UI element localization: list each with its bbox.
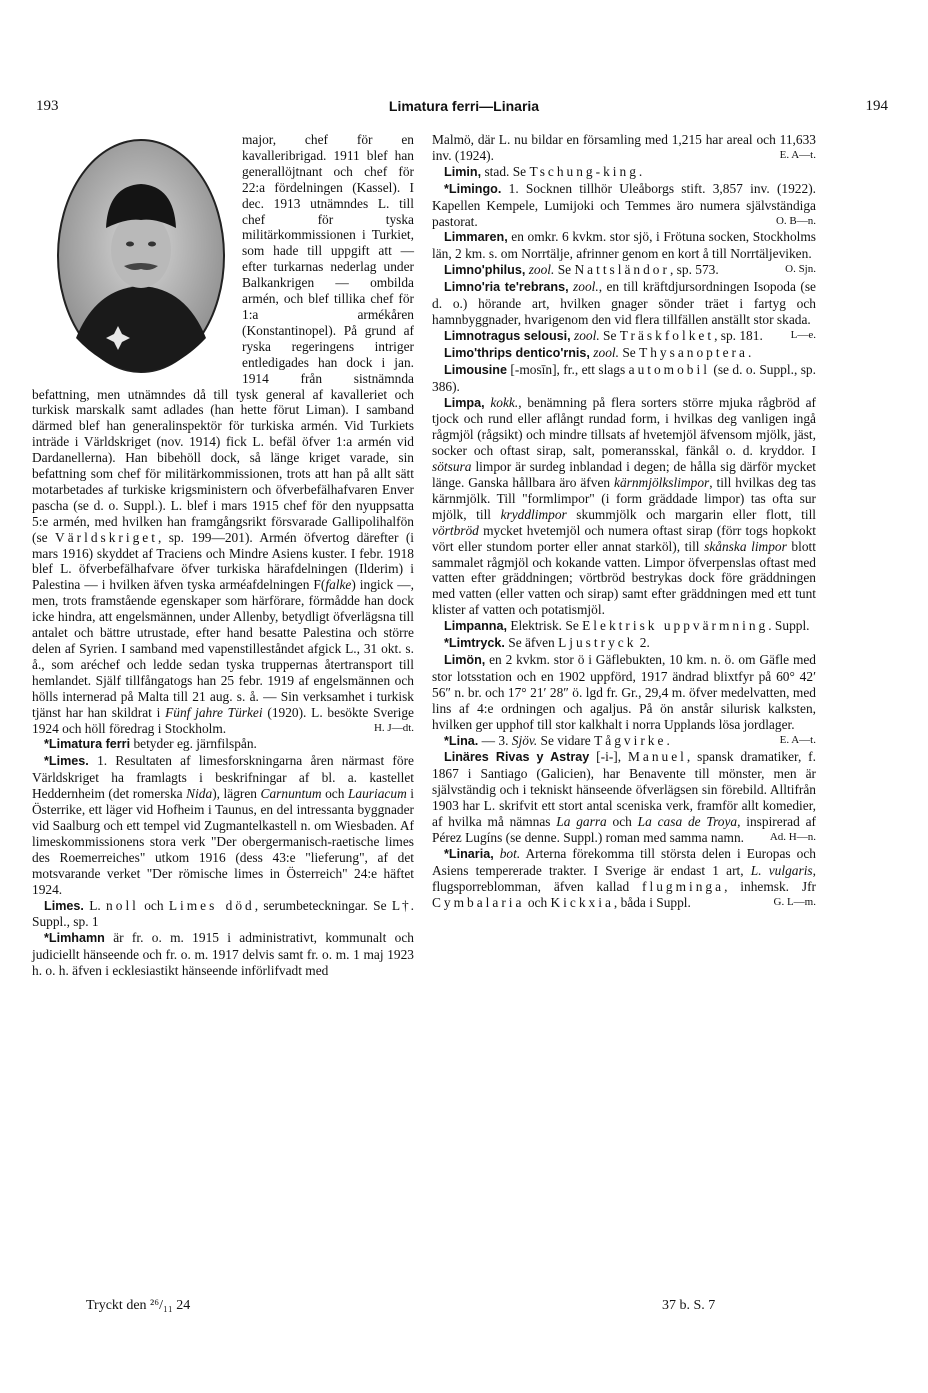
page-number-left: 193 (36, 98, 59, 114)
entry-linaria: *Linaria, bot. Arterna förekomma till största delen i Europas och Asiens tempererade trakter. I Sverige är endast 1 art, L. vulgaris, flugsporreblomman, äfven kallad flugminga, inhemsk. Jfr Cymbalaria och Kickxia, båda i Suppl. G. L—m. (432, 845, 816, 910)
signature-mark: 37 b. S. 7 (662, 1298, 716, 1313)
entry-limnophilus: Limno'philus, zool. Se Nattsländor, sp. 573. (444, 262, 719, 278)
entry-limpanna: Limpanna, Elektrisk. Se Elektrisk uppvärmning. Suppl. (444, 618, 810, 634)
page-title: Limatura ferri—Linaria (388, 98, 540, 114)
entry-limingo: *Limingo. 1. Socknen tillhör Uleåborgs stift. 3,857 inv. (1922). Kapellen Kempele, Lumijoki och Temmes äro numera självständiga pastorat. O. B—n. (432, 180, 816, 229)
entry-liman-continued: major, chef för en kavalleribrigad. 1911 blef han generallöjtnant och chef för 22:a fördelningen (Kassel). I dec. 1913 utnämndes L. till chef för tyska militärkommissionen i Turkiet, som hade till uppgift att — efter turkarnas nederlag under Balkankrigen — ombilda armén, och blef tillika chef för 1:a armékåren (Konstantinopel). På grund af ryska regeringens intriger entledigades han dock i jan. 1914 från sistnämnda befattning, men utnämndes då till tysk general af kavalleriet och turkisk marskalk samt adlades (han hette förut Liman). I samband därmed blef han generalinspektör för turkiska armén. Vid Turkiets inträde i Världskriget (nov. 1914) fick L. befäl öfver 1:a armén vid Dardanellerna). Han bibehöll dock, så länge kriget varade, sin befattning som chef för militärkommissionen, trots att han på allt sätt motarbetades af turkiske krigsministern och öfverbefälhafvaren Enver pascha (se d. o. Suppl.). L. blef i mars 1915 chef för den nyuppsatta 5:e armén, med hvilken han framgångsrikt försvarade Gallipolihalfön (se Världskriget, sp. 199—201). Armén öfvertog därefter (i mars 1916) skyddet af Traciens och Mindre Asiens kuster. I febr. 1918 blef L. öfverbefälhafvare öfver turkiska härafdelningen (Ilderim) i Palestina — i hvilken äfven tyska arméafdelningen F(falke) ingick —, men, trots framstående egenskaper som härförare, förmådde han dock icke hindra, att engelsmännen, under Allenby, betydligt öfverlägsna till antalet och bättre utrustade, efter hand besatte Palestina och större delen af Syrien. I samband med vapenstilleståndet afgick L., 31 okt. s. å., som aréchef och ledde sedan tyska truppernas återtransport till hemlandet. Själf tillfångatogs han 25 febr. 1919 af engelsmännen och hölls internerad på Malta till 21 aug. s. å. — Sin verksamhet i turkisk tjänst har han skildrat i Fünf jahre Türkei (1920). L. besökte Sverige 1924 och höll föredrag i Stockholm. H. J—dt. (32, 132, 414, 736)
entry-limes-2: Limes. L. noll och Limes död, serumbeteckningar. Se L†. Suppl., sp. 1 (32, 897, 414, 930)
entry-limin: Limin, stad. Se Tschung-king. (444, 163, 643, 179)
entry-linares-rivas: Linäres Rivas y Astray [-i-], Manuel, spansk dramatiker, f. 1867 i Santiago (Galicien), har Benavente till mönster, men är självständig och i tekniskt hänseende öfverlägsen sin förebild. Alltifrån 1903 har L. skrifvit ett stort antal sceniska verk, framför allt komedier, af hvilka må nämnas La garra och La casa de Troya, inspirerad af Pérez Lugíns (se denne. Suppl.) roman med samma namn. Ad. H—n. (432, 749, 816, 845)
entry-limnoria: Limno'ria te'rebrans, zool., en till kräftdjursordningen Isopoda (se d. o.) hörande art, hvilken gnager sönder träet i fartyg och hamnbyggnader, hvarigenom den vid flera tillfällen anställt stor skada. L—e. (432, 279, 816, 341)
portrait-image (52, 136, 230, 376)
entry-limon: Limön, en 2 kvkm. stor ö i Gäflebukten, 10 km. n. ö. om Gäfle med stor lotsstation och en 1902 uppförd, 1917 ändrad blixtfyr på 60° 42′ 56″ n. br. och 17° 21′ 28″ ö. lgd fr. Gr., 29,4 m. öfver medelvatten, med lins af 4:e ordningen och agaljus. På ön anstår silurisk kalksten, hvilken ger upphof till stor kalkhalt i norra Upplands lösa jordlager. E. A—t. (432, 652, 816, 746)
right-column (432, 132, 816, 911)
entry-limtryck: *Limtryck. Se äfven Ljustryck 2. (444, 635, 650, 651)
print-date: Tryckt den ²⁶/₁₁ 24 (86, 1298, 191, 1313)
page-number-right: 194 (865, 98, 888, 114)
entry-limatura-ferri: *Limatura ferri betyder eg. järnfilspån. (44, 736, 257, 752)
entry-limmaren: Limmaren, en omkr. 6 kvkm. stor sjö, i Frötuna socken, Stockholms län, 2 km. s. om Norrtälje, afrinner genom en kort å till Norrtäljeviken. O. Sjn. (432, 229, 816, 276)
entry-limothrips: Limo'thrips dentico'rnis, zool. Se Thysanoptera. (444, 344, 752, 360)
entry-limpa: Limpa, kokk., benämning på flera sorters större mjuka rågbröd af tjock och rund eller aflångt rundad form, i hvilkas deg vanligen ingå rågmjöl (rågsikt) och mindre tillsats af hvetemjöl äfvensom mjölk, jäst, socker och oftast sirap, salt, pomeransskal, fänkål o. d. kryddor. I sötsura limpor är surdeg inblandad i degen; de hålla sig därför mycket länge. Ganska hållbara äro äfven kärnmjölkslimpor, till hvilkas deg tas kärnmjölk. Till "formlimpor" (i form gräddade limpor) tas ofta sur mjölk, till kryddlimpor skummjölk och margarin eller flott, till vörtbröd mycket hvetemjöl och numera oftast sirap (förr togs hopkokt vört eller stundom porter eller annat starköl), till skånska limpor blott sammalet rågmjöl och kokande vatten. Limpor öfverpenslas oftast med vatten efter gräddningen; vörtbröd bestrykas dock före gräddningen med vatten (eller vatten och sirap) samt efter gräddningen med ett tunt klister af vatten och potatismjöl. (432, 394, 817, 618)
entry-limhamn-continued: Malmö, där L. nu bildar en församling med 1,215 har areal och 11,633 inv. (1924). E. A—t. (432, 132, 816, 163)
left-column (32, 132, 414, 979)
entry-limnotragus: Limnotragus selousi, zool. Se Träskfolket, sp. 181. (444, 327, 763, 343)
entry-limhamn: *Limhamn är fr. o. m. 1915 i administrativt, kommunalt och judiciellt hänseende och fr. o. m. 1917 delvis samt fr. o. m. 1 maj 1923 h. o. h. äfven i ecklesiastikt hänseende införlifvadt med (32, 930, 414, 979)
entry-limousine: Limousine [-mosīn], fr., ett slags automobil (se d. o. Suppl., sp. 386). (432, 361, 816, 394)
entry-limes-1: *Limes. 1. Resultaten af limesforskningarna åren närmast före Världskriget ha framlagts i beskrifningar af bl. a. kastellet Heddernheim (det romerska Nida), lägren Carnuntum och Lauriacum i Österrike, ett läger vid Hofheim i Taunus, en del intressanta byggnader vid Saalburg och ett tempel vid Zugmantelkastell n. om Wiesbaden. Af limeskommissionens stora verk "Der obergermanisch-raetische limes des Roemerreiches" utkom 1916 (dess 43:e "lieferung", af det motsvarande verket "Der römische limes in Österreich" 24:e häftet 1924. (32, 753, 415, 897)
entry-lina: *Lina. — 3. Sjöv. Se vidare Tågvirke. (444, 732, 670, 748)
